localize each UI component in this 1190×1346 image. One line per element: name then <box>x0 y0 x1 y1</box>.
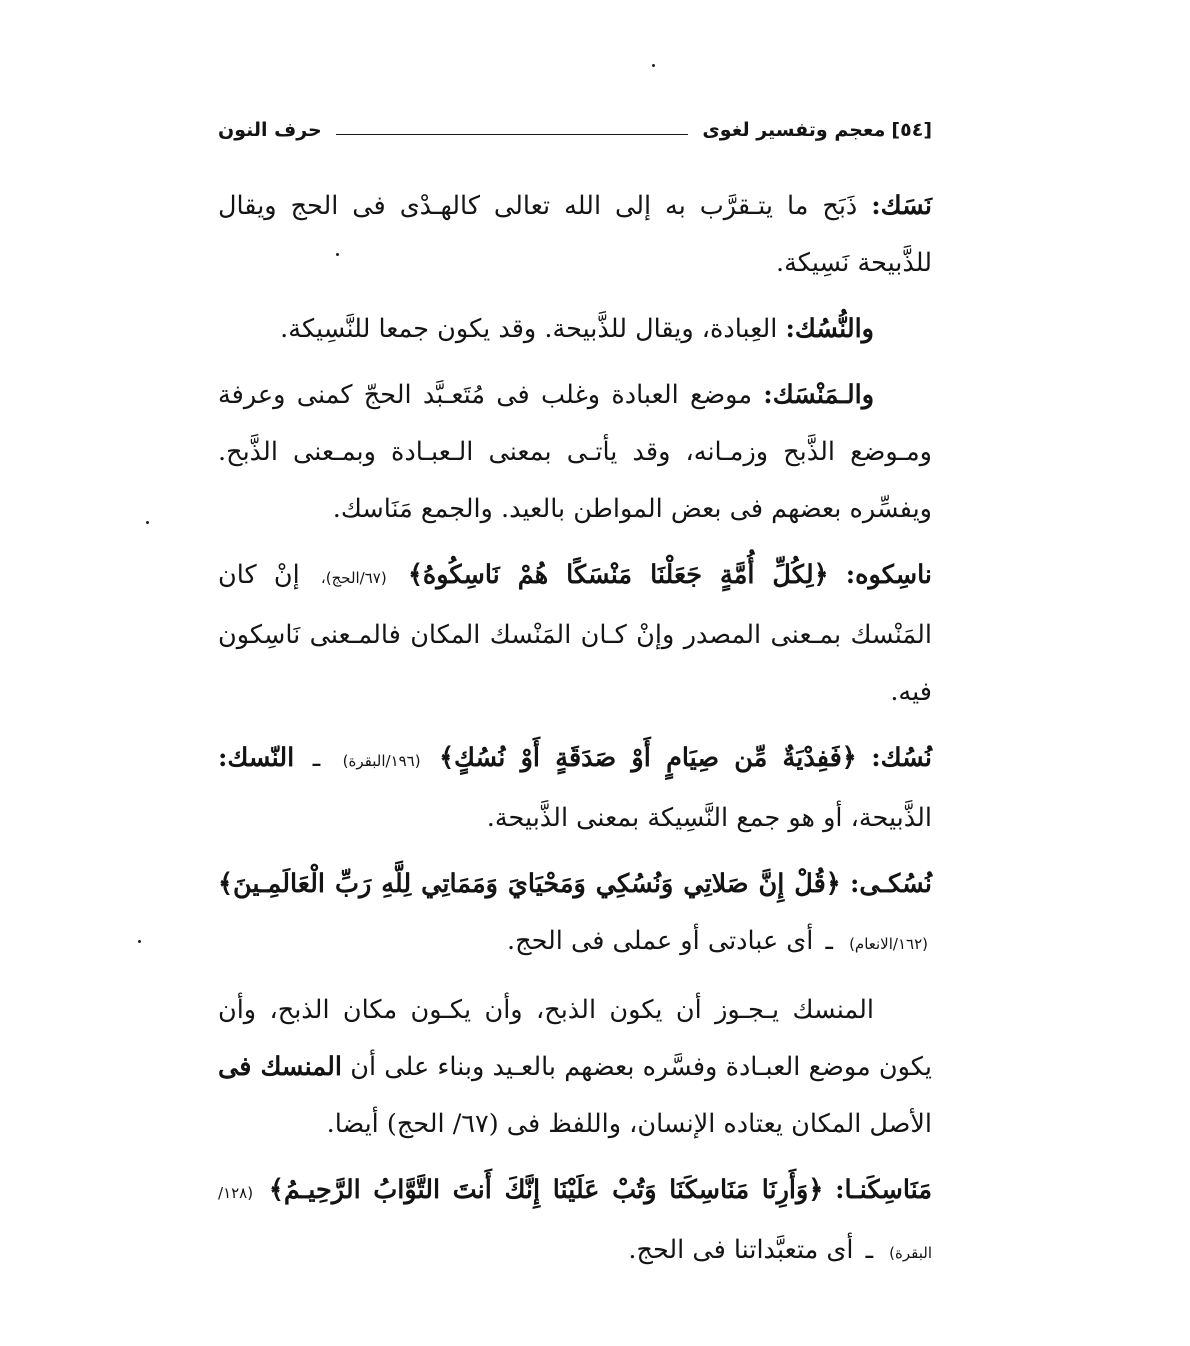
entry-headword: مَنَاسِكَنـا: <box>835 1175 932 1205</box>
entry-nasak <box>218 178 932 292</box>
speck-mark <box>652 64 655 67</box>
entry-headword: ناسِكوه: <box>845 560 933 590</box>
entry-text: العِبادة، ويقال للذَّبيحة. وقد يكون جمعا للنَّسِيكة. <box>280 314 778 344</box>
entry-text-continued: الأصل المكان يعتاده الإنسان، واللفظ فى (٦٧/ الحج) أيضا. <box>326 1109 932 1139</box>
entry-text: أى عبادتى أو عملى فى الحج. <box>507 926 814 956</box>
entry-manasikana <box>218 1162 932 1282</box>
bold-term: المنسك فى <box>218 1052 342 1082</box>
speck-mark <box>138 940 141 943</box>
verse-reference: (٦٧/الحج)، <box>320 569 387 587</box>
entry-headword: والـمَنْسَك: <box>763 380 875 410</box>
entry-headword: نَسَك: <box>871 191 933 221</box>
running-header <box>218 112 932 148</box>
quran-verse: ﴿قُلْ إِنَّ صَلاتِي وَنُسُكِي وَمَحْيَايَ وَمَمَاتِي لِلَّهِ رَبِّ الْعَالَمِـينَ﴾ <box>218 869 841 899</box>
bold-term: النّسك: <box>218 743 295 773</box>
verse-reference: (١٦٢/الانعام) <box>849 935 928 953</box>
quran-verse: ﴿لِكُلِّ أُمَّةٍ جَعَلْنَا مَنْسَكًا هُمْ نَاسِكُوهُ﴾ <box>407 560 829 590</box>
entry-nusuk <box>218 730 932 847</box>
chapter-title: حرف النون <box>218 119 322 141</box>
page-body <box>218 178 932 1291</box>
entry-note-almansak <box>218 982 932 1153</box>
entry-text: أى متعبَّداتنا فى الحج. <box>628 1235 854 1265</box>
entry-text: إنْ كان المَنْسك بمـعنى المصدر وإنْ كـان المَنْسك المكان فالمـعنى نَاسِكون فيه. <box>218 560 932 707</box>
speck-mark <box>146 521 149 524</box>
entry-text: المنسك يـجـوز أن يكون الذبح، وأن يكـون مكان الذبح، وأن يكون موضع العبـادة وفسَّره بعضهم بالعـيد وبناء على أن <box>218 995 932 1082</box>
dash-separator: ـ <box>825 926 833 956</box>
entry-text: ذَبَح ما يتـقرَّب به إلى الله تعالى كالهـدْى فى الحج ويقال للذَّبيحة نَسِيكة. <box>218 191 932 278</box>
entry-nusuki <box>218 856 932 973</box>
verse-reference: (١٩٦/البقرة) <box>342 752 421 770</box>
quran-verse: ﴿فَفِدْيَةٌ مِّن صِيَامٍ أَوْ صَدَقَةٍ أَوْ نُسُكٍ﴾ <box>439 743 857 773</box>
quran-verse: ﴿وَأَرِنَا مَنَاسِكَنَا وَتُبْ عَلَيْنَا إِنَّكَ أَنتَ التَّوَّابُ الرَّحِيـمُ﴾ <box>268 1175 824 1205</box>
entry-headword: نُسُك: <box>871 743 932 773</box>
entry-text: موضع العبادة وغلب فى مُتَعـبَّد الحجّ كمنى وعرفة ومـوضع الذَّبح وزمـانه، وقد يأتـى بمعنى الـعبـادة وبمـعنى الذَّبح. ويفسِّره بعضهم فى بعض المواطن بالعيد. والجمع مَنَاسك. <box>218 380 932 524</box>
book-title: معجم وتفسير لغوى <box>702 119 886 141</box>
page-number: [٥٤] <box>891 119 932 141</box>
dash-separator: ـ <box>865 1235 874 1265</box>
entry-text: الذَّبيحة، أو هو جمع النَّسِيكة بمعنى الذَّبيحة. <box>486 803 932 833</box>
entry-headword: والنُّسُك: <box>785 314 874 344</box>
entry-alnusuk <box>218 301 932 358</box>
entry-headword: نُسُكـى: <box>849 869 933 899</box>
entry-nasikuh <box>218 547 932 721</box>
header-rule <box>336 134 689 135</box>
entry-almansak <box>218 367 932 538</box>
dash-separator: ـ <box>312 743 321 773</box>
verse-reference: (١٢٨/البقرة) <box>218 1184 932 1262</box>
